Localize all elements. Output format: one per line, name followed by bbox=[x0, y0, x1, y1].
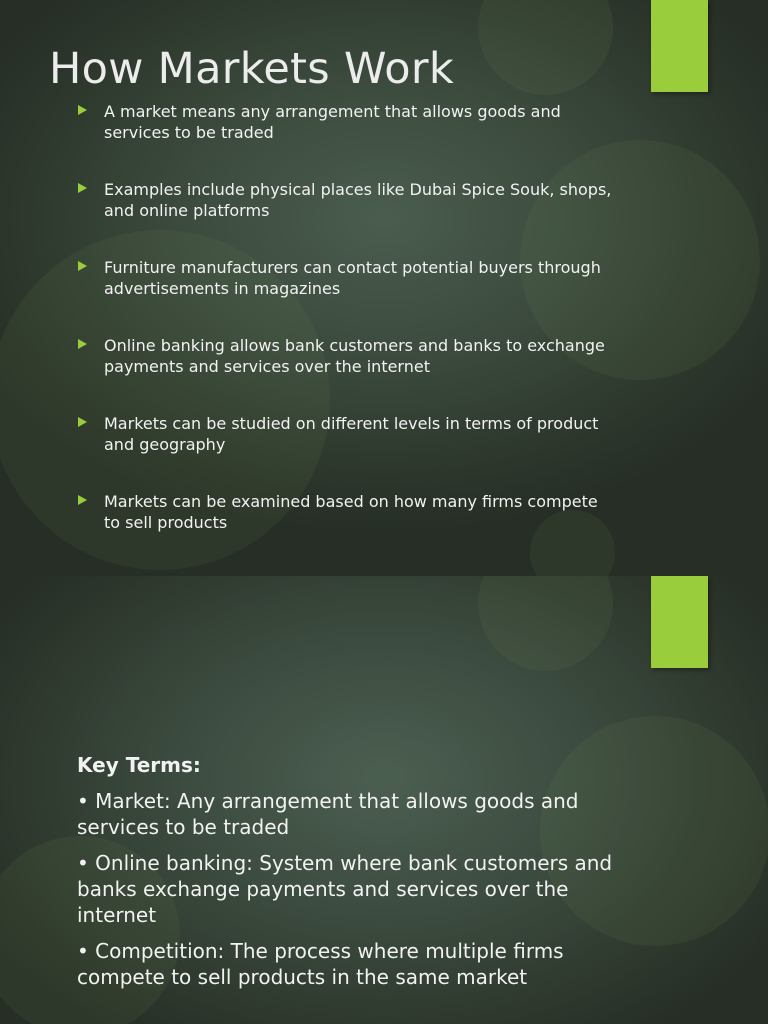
term-item: • Competition: The process where multiple firms compete to sell products in the same market bbox=[77, 939, 564, 989]
triangle-arrow-icon bbox=[78, 261, 87, 271]
bullet-text: Furniture manufacturers can contact potential buyers through advertisements in magazines bbox=[104, 258, 601, 298]
term-item: • Online banking: System where bank customers and banks exchange payments and services over the internet bbox=[77, 851, 613, 927]
background-bubble bbox=[478, 0, 613, 95]
bullet-text: Online banking allows bank customers and banks to exchange payments and services over the internet bbox=[104, 336, 605, 376]
bullet-text: Markets can be examined based on how many firms compete to sell products bbox=[104, 492, 598, 532]
accent-bar bbox=[651, 0, 708, 92]
term-item: • Market: Any arrangement that allows goods and services to be traded bbox=[77, 789, 579, 839]
page-title: How Markets Work bbox=[49, 44, 455, 94]
list-item bbox=[78, 101, 618, 158]
triangle-arrow-icon bbox=[78, 495, 87, 505]
key-terms bbox=[77, 752, 637, 1000]
bullet-text: Markets can be studied on different levels in terms of product and geography bbox=[104, 414, 599, 454]
bullet-text: Examples include physical places like Dubai Spice Souk, shops, and online platforms bbox=[104, 180, 612, 220]
triangle-arrow-icon bbox=[78, 339, 87, 349]
list-item bbox=[78, 491, 618, 548]
slide-2 bbox=[0, 576, 768, 1024]
list-item bbox=[78, 335, 618, 392]
list-item bbox=[78, 179, 618, 236]
triangle-arrow-icon bbox=[78, 183, 87, 193]
bullet-text: A market means any arrangement that allows goods and services to be traded bbox=[104, 102, 561, 142]
key-terms-heading: Key Terms: bbox=[77, 753, 201, 777]
background-bubble bbox=[478, 576, 613, 671]
list-item bbox=[78, 257, 618, 314]
accent-bar bbox=[651, 576, 708, 668]
list-item bbox=[78, 413, 618, 470]
bullet-list bbox=[78, 101, 618, 569]
triangle-arrow-icon bbox=[78, 417, 87, 427]
triangle-arrow-icon bbox=[78, 105, 87, 115]
